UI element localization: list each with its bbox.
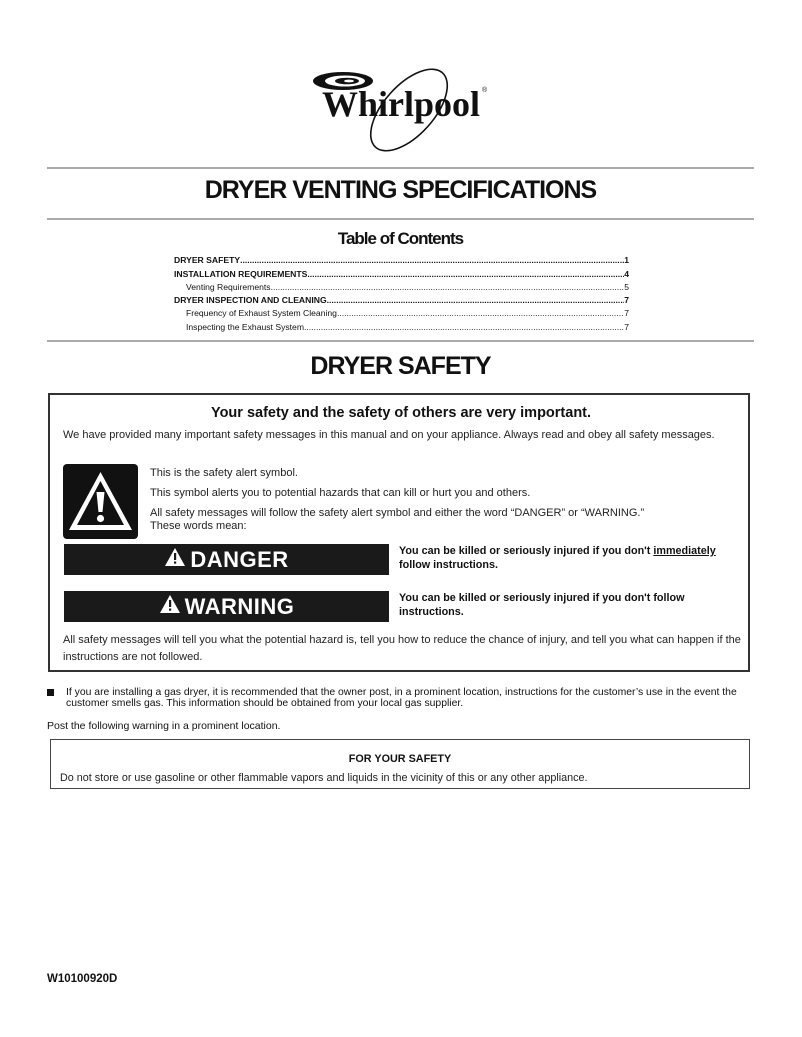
danger-banner	[64, 544, 389, 575]
alert-triangle-icon	[159, 594, 181, 620]
symbol-line-4: These words mean:	[150, 520, 247, 532]
toc-entry-installation-requirements[interactable]: INSTALLATION REQUIREMENTS ..... 4	[174, 267, 629, 280]
bullet-square-icon	[47, 689, 54, 696]
toc-entry-venting-requirements[interactable]: Venting Requirements ..... 5	[174, 281, 629, 294]
symbol-line-2: This symbol alerts you to potential hazards that can kill or hurt you and others.	[150, 487, 531, 499]
gas-dryer-text: If you are installing a gas dryer, it is recommended that the owner post, in a prominent location, instructions for the customer’s use in the event the customer smells gas. This information should be obtained from your local gas supplier.	[66, 687, 737, 709]
for-your-safety-box	[50, 739, 750, 789]
safety-message-box	[48, 393, 750, 672]
divider	[47, 218, 754, 220]
symbol-line-1: This is the safety alert symbol.	[150, 467, 298, 479]
safety-alert-icon	[63, 464, 138, 539]
alert-triangle-icon	[164, 547, 186, 573]
brand-name: Whirlpool	[322, 84, 481, 124]
danger-label: DANGER	[190, 546, 289, 572]
section-title: DRYER SAFETY	[310, 352, 491, 380]
safety-intro: We have provided many important safety messages in this manual and on your appliance. Always read and obey all safety messages.	[63, 429, 715, 441]
toc-entry-frequency-cleaning[interactable]: Frequency of Exhaust System Cleaning ..... 7	[174, 307, 629, 320]
part-number: W10100920D	[47, 973, 118, 985]
symbol-line-3: All safety messages will follow the safety alert symbol and either the word “DANGER” or “WARNING.”	[150, 507, 645, 519]
page-title: DRYER VENTING SPECIFICATIONS	[204, 176, 597, 204]
toc-entry-inspecting-exhaust[interactable]: Inspecting the Exhaust System ..... 7	[174, 320, 629, 333]
divider	[47, 340, 754, 342]
toc-title: Table of Contents	[337, 229, 464, 248]
danger-text: You can be killed or seriously injured if you don't immediately follow instructions.	[399, 545, 716, 571]
registered-mark: ®	[482, 87, 488, 94]
divider	[47, 167, 754, 169]
for-your-safety-text: Do not store or use gasoline or other flammable vapors and liquids in the vicinity of this or any other appliance.	[60, 772, 588, 784]
table-of-contents	[174, 254, 629, 334]
warning-label: WARNING	[184, 593, 295, 619]
whirlpool-logo	[305, 60, 505, 160]
warning-banner	[64, 591, 389, 622]
for-your-safety-heading: FOR YOUR SAFETY	[348, 753, 452, 765]
toc-entry-dryer-inspection[interactable]: DRYER INSPECTION AND CLEANING ..... 7	[174, 294, 629, 307]
safety-heading: Your safety and the safety of others are very important.	[210, 405, 592, 421]
warning-text: You can be killed or seriously injured if you don't follow instructions.	[399, 592, 685, 618]
post-warning-line: Post the following warning in a prominent location.	[47, 720, 281, 732]
toc-entry-dryer-safety[interactable]: DRYER SAFETY ..... 1	[174, 254, 629, 267]
safety-outro: All safety messages will tell you what the potential hazard is, tell you how to reduce the chance of injury, and tell you what can happen if the instructions are not followed.	[63, 634, 741, 663]
